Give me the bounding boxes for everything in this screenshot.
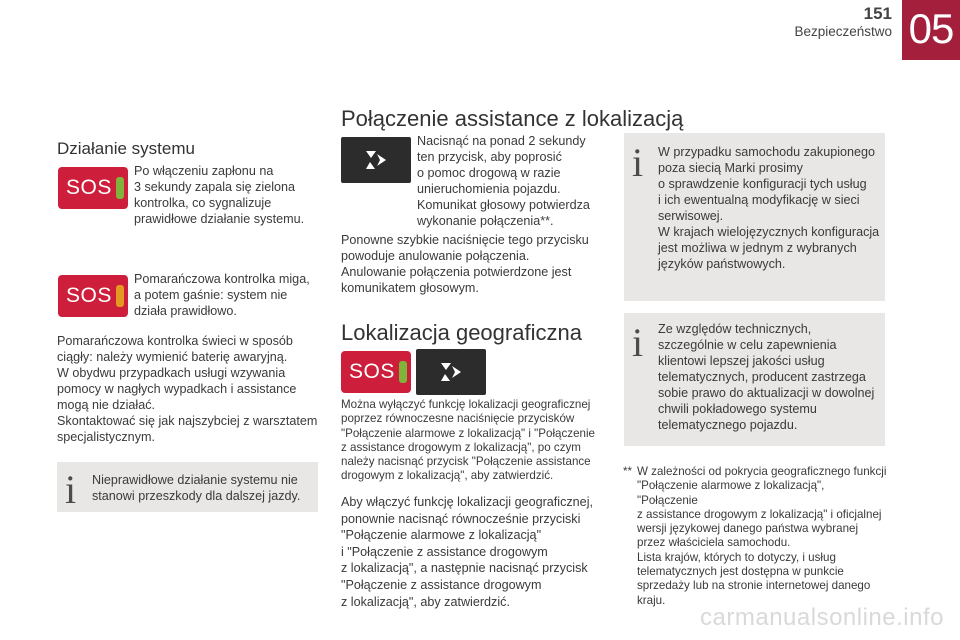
orange-led-icon <box>116 285 124 307</box>
text-line: działa prawidłowo. <box>134 304 237 318</box>
text-line: o pomoc drogową w razie <box>417 166 561 180</box>
text-line: specjalistycznym. <box>57 430 155 444</box>
text-line: poza siecią Marki prosimy <box>658 161 803 175</box>
text-line: Lista krajów, których to dotyczy, i usług <box>637 550 836 564</box>
text-line: Pomarańczowa kontrolka miga, <box>134 272 310 286</box>
text-line: ciągły: należy wymienić baterię awaryjną. <box>57 350 288 364</box>
text-line: z lokalizacją", aby zatwierdzić. <box>341 594 510 609</box>
ds-logo-icon <box>436 357 466 387</box>
text-line: i "Połączenie z assistance drogowym <box>341 544 548 559</box>
footnote-mark: ** <box>623 465 633 478</box>
info-box-telematics <box>624 313 885 446</box>
text-orange-blink <box>134 271 314 319</box>
text-line: Ponowne szybkie naciśnięcie tego przycisku <box>341 233 589 247</box>
text-line: mogą nie działać. <box>57 398 156 412</box>
info-icon: i <box>632 140 644 185</box>
section-title: Bezpieczeństwo <box>794 24 892 39</box>
text-line: Po włączeniu zapłonu na <box>134 164 274 178</box>
text-line: "Połączenie z assistance drogowym <box>341 577 542 592</box>
sos-button-icon <box>341 351 411 393</box>
info-icon: i <box>65 467 77 512</box>
green-led-icon <box>116 177 124 199</box>
text-line: sobie prawo do aktualizacji w dowolnej <box>658 386 875 400</box>
heading-assistance: Połączenie assistance z lokalizacją <box>341 106 684 131</box>
sos-label: SOS <box>349 360 395 383</box>
sos-label: SOS <box>66 284 112 307</box>
chapter-badge: 05 <box>902 0 960 60</box>
text-line: stanowi przeszkody dla dalszej jazdy. <box>92 489 301 503</box>
text-line: W przypadku samochodu zakupionego <box>658 145 876 159</box>
text-line: i ich ewentualną modyfikację w sieci <box>658 193 860 207</box>
text-line: Pomarańczowa kontrolka świeci w sposób <box>57 334 293 348</box>
text-line: Skontaktować się jak najszybciej z warsztatem <box>57 414 318 428</box>
heading-geolocation: Lokalizacja geograficzna <box>341 320 582 345</box>
text-line: należy nacisnąć przycisk "Połączenie assistance <box>341 455 591 469</box>
text-line: prawidłowe działanie systemu. <box>134 212 305 226</box>
heading-system-operation: Działanie systemu <box>57 139 195 158</box>
text-line: Można wyłączyć funkcję lokalizacji geograficznej <box>341 398 591 411</box>
text-line: W zależności od pokrycia geograficznego funkcji <box>637 465 887 478</box>
sos-button-green-icon <box>58 167 128 209</box>
text-assistance-press <box>417 133 607 229</box>
watermark: carmanualsonline.info <box>700 604 944 631</box>
text-line: 3 sekundy zapala się zielona <box>134 180 296 194</box>
text-line: języków państwowych. <box>658 257 786 271</box>
assistance-button-icon <box>341 137 411 183</box>
sos-label: SOS <box>66 176 112 199</box>
text-line: telematycznych jest dostępna w punkcie <box>637 565 844 579</box>
page-number: 151 <box>863 4 892 23</box>
assistance-button-icon <box>416 349 486 395</box>
text-line: kraju. <box>637 593 666 607</box>
text-line: telematycznego pojazdu. <box>658 418 798 432</box>
text-line: ten przycisk, aby poprosić <box>417 150 562 164</box>
text-line: Ze względów technicznych, <box>658 322 812 336</box>
text-line: kontrolka, co sygnalizuje <box>134 196 272 210</box>
green-led-icon <box>399 361 407 383</box>
text-line: o sprawdzenie konfiguracji tych usług <box>658 177 867 191</box>
text-line: W obydwu przypadkach usługi wzywania <box>57 366 286 380</box>
text-line: Anulowanie połączenia potwierdzone jest <box>341 265 572 279</box>
text-line: poprzez równoczesne naciśnięcie przycisków <box>341 412 575 426</box>
text-line: wersji językowej danego państwa wybranej <box>637 522 859 536</box>
text-line: ponownie nacisnąć równocześnie przyciski <box>341 511 581 526</box>
info-box-note <box>57 462 318 512</box>
text-line: komunikatem głosowym. <box>341 281 479 295</box>
text-line: Nieprawidłowe działanie systemu nie <box>92 473 298 487</box>
text-line: z assistance drogowym z lokalizacją", po czym <box>341 440 581 454</box>
text-line: powoduje anulowanie połączenia. <box>341 249 530 263</box>
ds-logo-icon <box>361 145 391 175</box>
text-green-led <box>134 163 314 227</box>
text-line: Nacisnąć na ponad 2 sekundy <box>417 134 586 148</box>
text-line: W krajach wielojęzycznych konfiguracja <box>658 225 880 239</box>
text-cancel-call <box>341 232 611 296</box>
info-box-network <box>624 133 885 301</box>
text-orange-steady <box>57 333 322 445</box>
text-line: serwisowej. <box>658 209 724 223</box>
text-line: unieruchomienia pojazdu. <box>417 182 561 196</box>
text-line: przez właściciela samochodu. <box>637 536 791 550</box>
text-line: z lokalizacją", a następnie nacisnąć przycisk <box>341 561 588 576</box>
text-line: "Połączenie alarmowe z lokalizacją" <box>341 528 542 543</box>
text-line: klientowi lepszej jakości usług <box>658 354 825 368</box>
text-geo-disable <box>341 398 611 484</box>
text-line: sprzedaży lub na stronie internetowej danego <box>637 579 871 593</box>
text-line: "Połączenie alarmowe z lokalizacją" i "Połączenie <box>341 426 596 440</box>
text-line: jest możliwa w jednym z wybranych <box>658 241 857 255</box>
text-line: a potem gaśnie: system nie <box>134 288 288 302</box>
text-line: drogowym z lokalizacją", aby zatwierdzić. <box>341 469 554 483</box>
text-line: szczególnie w celu zapewnienia <box>658 338 837 352</box>
text-line: telematycznych, producent zastrzega <box>658 370 866 384</box>
text-line: pomocy w nagłych wypadkach i assistance <box>57 382 297 396</box>
text-geo-enable <box>341 494 611 610</box>
footnote <box>637 465 887 608</box>
info-icon: i <box>632 320 644 365</box>
text-line: z assistance drogowym z lokalizacją" i oficjalnej <box>637 507 882 521</box>
sos-button-orange-icon <box>58 275 128 317</box>
text-line: chwili pokładowego systemu <box>658 402 817 416</box>
text-line: Aby włączyć funkcję lokalizacji geograficznej, <box>341 495 593 509</box>
text-line: wykonanie połączenia**. <box>417 214 554 228</box>
text-line: Komunikat głosowy potwierdza <box>417 198 590 212</box>
text-line: "Połączenie alarmowe z lokalizacją", "Połączenie <box>637 479 825 507</box>
